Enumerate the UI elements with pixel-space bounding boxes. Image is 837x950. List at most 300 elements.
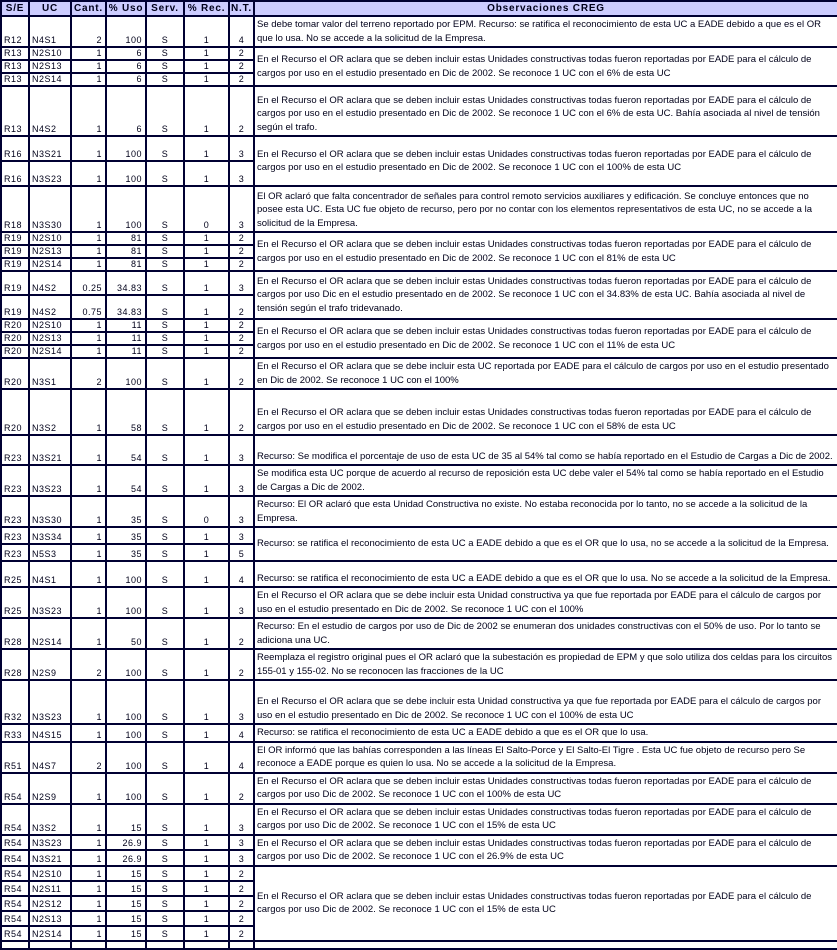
- cell-uc: N3S21: [29, 136, 71, 161]
- cell-rec: 1: [184, 742, 229, 773]
- cell-obs: En el Recurso el OR aclara que se deben incluir estas Unidades constructivas todas fueron reportadas por EADE para el cálculo de cargos por uso en el estudio presentado en Dic de 2002. Se reconoce 1 UC con el 11% de esta UC: [254, 319, 837, 358]
- cell-uso: 15: [106, 911, 146, 926]
- cell-uc: N2S12: [29, 896, 71, 911]
- cell-se: R13: [1, 47, 29, 60]
- cell-uso: 6: [106, 47, 146, 60]
- cell-rec: 1: [184, 618, 229, 649]
- cell-obs: En el Recurso el OR aclara que se deben incluir estas Unidades constructivas todas fueron reportadas por EADE para el cálculo de cargos por uso Dic de 2002. Se reconoce 1 UC con el 15% de esta UC: [254, 866, 837, 941]
- cell-serv: S: [146, 136, 184, 161]
- cell-obs: Recurso: se ratifica el reconocimiento de esta UC a EADE debido a que es el OR que lo usa. No se accede a la solicitud de la Empresa.: [254, 561, 837, 587]
- cell-rec: 1: [184, 16, 229, 47]
- cell-serv: S: [146, 389, 184, 435]
- cell-serv: S: [146, 232, 184, 245]
- table-row: [1, 724, 837, 742]
- cell-se: R54: [1, 866, 29, 881]
- cell-serv: S: [146, 544, 184, 561]
- cell-rec: 1: [184, 804, 229, 835]
- cell-uc: N2S14: [29, 618, 71, 649]
- cell-serv: S: [146, 587, 184, 618]
- cell-serv: S: [146, 881, 184, 896]
- cell-uso: 6: [106, 60, 146, 73]
- cell-rec: 1: [184, 60, 229, 73]
- cell-nt: [229, 941, 254, 949]
- table-row: [1, 527, 837, 544]
- cell-rec: 1: [184, 773, 229, 804]
- cell-uso: 100: [106, 136, 146, 161]
- cell-cant: 1: [71, 896, 106, 911]
- cell-se: R23: [1, 465, 29, 496]
- cell-cant: 1: [71, 496, 106, 527]
- cell-cant: 1: [71, 850, 106, 866]
- cell-uso: 100: [106, 561, 146, 587]
- cell-cant: 1: [71, 389, 106, 435]
- cell-uso: 26.9: [106, 835, 146, 851]
- cell-rec: 1: [184, 271, 229, 295]
- cell-cant: 1: [71, 435, 106, 465]
- cell-cant: 1: [71, 561, 106, 587]
- cell-se: R18: [1, 186, 29, 232]
- table-row: [1, 319, 837, 332]
- cell-uc: N5S3: [29, 544, 71, 561]
- cell-nt: 4: [229, 561, 254, 587]
- cell-obs: El OR aclaró que falta concentrador de señales para control remoto servicios auxiliares y edificación. Se concluye entonces que no posee esta UC. Esta UC fue objeto de recurso, pero por no contar con los elementos representativos de esta UC, no se accede a la solicitud de la Empresa.: [254, 186, 837, 232]
- cell-rec: 1: [184, 47, 229, 60]
- cell-se: R13: [1, 60, 29, 73]
- cell-cant: 1: [71, 47, 106, 60]
- cell-nt: 2: [229, 649, 254, 680]
- table-row: [1, 16, 837, 47]
- cell-uc: N3S2: [29, 804, 71, 835]
- cell-uso: 34.83: [106, 295, 146, 319]
- cell-serv: S: [146, 850, 184, 866]
- cell-nt: 2: [229, 618, 254, 649]
- cell-uc: N3S30: [29, 186, 71, 232]
- cell-cant: 1: [71, 232, 106, 245]
- header-cell-rec: % Rec.: [184, 1, 229, 16]
- cell-obs: Se modifica esta UC porque de acuerdo al recurso de reposición esta UC debe valer el 54% tal como se había reportado en el Estudio de Cargas a Dic de 2002.: [254, 465, 837, 496]
- cell-nt: 3: [229, 186, 254, 232]
- cell-obs: En el Recurso el OR aclara que se deben incluir estas Unidades constructivas todas fueron reportadas por EADE para el cálculo de cargos por uso en el estudio presentado en Dic de 2002. Se reconoce 1 UC con el 100% de esta UC: [254, 136, 837, 186]
- cell-se: R20: [1, 345, 29, 358]
- cell-rec: 1: [184, 389, 229, 435]
- cell-nt: 2: [229, 258, 254, 271]
- cell-serv: S: [146, 60, 184, 73]
- cell-rec: 1: [184, 835, 229, 851]
- cell-se: R23: [1, 544, 29, 561]
- table-body: [1, 16, 837, 949]
- cell-obs: Recurso: se ratifica el reconocimiento de esta UC a EADE debido a que es el OR que lo usa, no se accede a la solicitud de la Empresa.: [254, 527, 837, 561]
- cell-serv: S: [146, 345, 184, 358]
- cell-obs: Recurso: Se modifica el porcentaje de uso de esta UC de 35 al 54% tal como se había reportado en el Estudio de Cargas a Dic de 2002.: [254, 435, 837, 465]
- cell-cant: [71, 941, 106, 949]
- cell-uc: N3S1: [29, 358, 71, 389]
- cell-se: R51: [1, 742, 29, 773]
- cell-rec: 1: [184, 881, 229, 896]
- table-row: [1, 742, 837, 773]
- cell-obs: En el Recurso el OR aclara que se debe incluir esta UC reportada por EADE para el cálculo de cargos por uso en el estudio presentado en Dic de 2002. Se reconoce 1 UC con el 100%: [254, 358, 837, 389]
- cell-uso: 100: [106, 680, 146, 724]
- cell-nt: 2: [229, 926, 254, 941]
- cell-obs: En el Recurso el OR aclara que se debe incluir esta Unidad constructiva ya que fue reportada por EADE para el cálculo de cargos por uso en el estudio presentado en Dic de 2002. Se reconoce 1 UC con el 100% de esta UC: [254, 680, 837, 724]
- cell-uso: 35: [106, 496, 146, 527]
- cell-uc: N2S14: [29, 345, 71, 358]
- header-cell-serv: Serv.: [146, 1, 184, 16]
- cell-uc: N4S2: [29, 86, 71, 136]
- cell-rec: 1: [184, 319, 229, 332]
- cell-nt: 3: [229, 465, 254, 496]
- cell-cant: 1: [71, 186, 106, 232]
- cell-obs: Recurso: El OR aclaró que esta Unidad Constructiva no existe. No estaba reconocida por lo tanto, no se accede a la solicitud de la Empresa.: [254, 496, 837, 527]
- cell-cant: 1: [71, 319, 106, 332]
- table-row: [1, 618, 837, 649]
- cell-serv: S: [146, 866, 184, 881]
- cell-uc: N2S10: [29, 866, 71, 881]
- cell-se: R54: [1, 896, 29, 911]
- cell-se: R23: [1, 496, 29, 527]
- cell-uc: N2S9: [29, 773, 71, 804]
- cell-uc: N2S13: [29, 332, 71, 345]
- cell-rec: [184, 941, 229, 949]
- cell-serv: S: [146, 271, 184, 295]
- cell-rec: 1: [184, 465, 229, 496]
- cell-serv: S: [146, 527, 184, 544]
- header-row: [1, 1, 837, 16]
- cell-rec: 1: [184, 544, 229, 561]
- cell-cant: 1: [71, 161, 106, 186]
- cell-uso: 35: [106, 544, 146, 561]
- cell-nt: 4: [229, 724, 254, 742]
- cell-serv: S: [146, 358, 184, 389]
- cell-se: R19: [1, 258, 29, 271]
- cell-nt: 2: [229, 358, 254, 389]
- cell-nt: 2: [229, 881, 254, 896]
- cell-serv: S: [146, 16, 184, 47]
- cell-obs: Reemplaza el registro original pues el OR aclaró que la subestación es propiedad de EPM y que solo utiliza dos celdas para los circuitos 155-01 y 155-02. No se reconocen las fracciones de la UC: [254, 649, 837, 680]
- cell-se: R25: [1, 587, 29, 618]
- cell-uc: N2S10: [29, 47, 71, 60]
- cell-uc: N3S34: [29, 527, 71, 544]
- cell-se: R16: [1, 161, 29, 186]
- cell-se: R19: [1, 245, 29, 258]
- cell-se: R54: [1, 804, 29, 835]
- cell-cant: 1: [71, 587, 106, 618]
- cell-se: R19: [1, 295, 29, 319]
- cell-cant: 2: [71, 16, 106, 47]
- cell-rec: 1: [184, 724, 229, 742]
- cell-serv: S: [146, 896, 184, 911]
- cell-uso: 15: [106, 804, 146, 835]
- cell-uso: 100: [106, 773, 146, 804]
- cell-serv: S: [146, 618, 184, 649]
- cell-uso: 100: [106, 358, 146, 389]
- cell-cant: 1: [71, 926, 106, 941]
- cell-cant: 1: [71, 773, 106, 804]
- cell-se: R25: [1, 561, 29, 587]
- cell-se: R23: [1, 435, 29, 465]
- table-row: [1, 435, 837, 465]
- cell-rec: 1: [184, 86, 229, 136]
- cell-uso: 54: [106, 435, 146, 465]
- table-row: [1, 47, 837, 60]
- cell-rec: 1: [184, 850, 229, 866]
- cell-rec: 1: [184, 73, 229, 86]
- cell-rec: 1: [184, 161, 229, 186]
- cell-nt: 2: [229, 866, 254, 881]
- cell-nt: 3: [229, 850, 254, 866]
- cell-serv: S: [146, 319, 184, 332]
- cell-serv: S: [146, 465, 184, 496]
- cell-uso: 26.9: [106, 850, 146, 866]
- cell-nt: 2: [229, 389, 254, 435]
- cell-rec: 1: [184, 435, 229, 465]
- cell-nt: 2: [229, 295, 254, 319]
- table-row: [1, 136, 837, 161]
- cell-serv: S: [146, 724, 184, 742]
- cell-uso: 54: [106, 465, 146, 496]
- cell-nt: 3: [229, 136, 254, 161]
- cell-obs: En el Recurso el OR aclara que se deben incluir estas Unidades constructivas todas fueron reportadas por EADE para el cálculo de cargos por uso Dic de 2002. Se reconoce 1 UC con el 15% de esta UC: [254, 804, 837, 835]
- cell-obs: En el Recurso el OR aclara que se debe incluir esta Unidad constructiva ya que fue reportada por EADE para el cálculo de cargos por uso en el estudio presentado en Dic de 2002. Se reconoce 1 UC con el 100%: [254, 587, 837, 618]
- table-row: [1, 232, 837, 245]
- cell-nt: 3: [229, 527, 254, 544]
- cell-uc: N3S23: [29, 161, 71, 186]
- cell-serv: S: [146, 332, 184, 345]
- cell-cant: 1: [71, 804, 106, 835]
- cell-se: R28: [1, 649, 29, 680]
- cell-serv: S: [146, 73, 184, 86]
- cell-nt: 2: [229, 60, 254, 73]
- cell-cant: 1: [71, 680, 106, 724]
- cell-cant: 1: [71, 881, 106, 896]
- cell-uso: 35: [106, 527, 146, 544]
- cell-obs: [254, 941, 837, 949]
- cell-cant: 0.75: [71, 295, 106, 319]
- cell-obs: En el Recurso el OR aclara que se deben incluir estas Unidades constructivas todas fueron reportadas por EADE para el cálculo de cargos por uso Dic en el estudio presentado en de 2002. Se reconoce 1 UC con el 34.83% de esta UC. Bahía asociada al nivel de tensión según el trafo tridevanado.: [254, 271, 837, 319]
- cell-uso: 50: [106, 618, 146, 649]
- cell-uc: N2S11: [29, 881, 71, 896]
- cell-uso: 100: [106, 649, 146, 680]
- cell-se: R23: [1, 527, 29, 544]
- cell-serv: S: [146, 496, 184, 527]
- cell-se: R54: [1, 911, 29, 926]
- cell-uc: N2S10: [29, 319, 71, 332]
- cell-se: R20: [1, 319, 29, 332]
- table-row: [1, 561, 837, 587]
- table-row: [1, 773, 837, 804]
- header-cell-cant: Cant.: [71, 1, 106, 16]
- cell-uso: 100: [106, 742, 146, 773]
- cell-obs: Recurso: En el estudio de cargos por uso de Dic de 2002 se enumeran dos unidades constructivas con el 50% de uso. Por lo tanto se adiciona una UC.: [254, 618, 837, 649]
- cell-obs: En el Recurso el OR aclara que se deben incluir estas Unidades constructivas todas fueron reportadas por EADE para el cálculo de cargos por uso en el estudio presentado en Dic de 2002. Se reconoce 1 UC con el 6% de esta UC. Bahía asociada al nivel de tensión según el trafo.: [254, 86, 837, 136]
- cell-rec: 1: [184, 345, 229, 358]
- table-row: [1, 835, 837, 851]
- cell-nt: 2: [229, 332, 254, 345]
- cell-obs: En el Recurso el OR aclara que se deben incluir estas Unidades constructivas todas fueron reportadas por EADE para el cálculo de cargos por uso en el estudio presentado en Dic de 2002. Se reconoce 1 UC con el 58% de esta UC: [254, 389, 837, 435]
- cell-cant: 0.25: [71, 271, 106, 295]
- cell-serv: S: [146, 258, 184, 271]
- cell-cant: 2: [71, 649, 106, 680]
- cell-uso: 58: [106, 389, 146, 435]
- cell-se: R54: [1, 850, 29, 866]
- cell-rec: 1: [184, 527, 229, 544]
- cell-serv: S: [146, 186, 184, 232]
- table-row: [1, 465, 837, 496]
- cell-uc: N2S14: [29, 258, 71, 271]
- cell-serv: S: [146, 86, 184, 136]
- cell-serv: S: [146, 649, 184, 680]
- cell-nt: 3: [229, 271, 254, 295]
- cell-obs: El OR informó que las bahías corresponden a las líneas El Salto-Porce y El Salto-El Tigre . Esta UC fue objeto de recurso pero Se reconoce a EADE porque es quien lo usa. No se accede a la solicitud de la Empresa.: [254, 742, 837, 773]
- cell-uso: 34.83: [106, 271, 146, 295]
- table-row: [1, 86, 837, 136]
- cell-uc: N4S2: [29, 295, 71, 319]
- cell-uc: N2S13: [29, 60, 71, 73]
- cell-cant: 1: [71, 86, 106, 136]
- cell-nt: 2: [229, 773, 254, 804]
- cell-uso: [106, 941, 146, 949]
- cell-rec: 1: [184, 680, 229, 724]
- cell-cant: 1: [71, 136, 106, 161]
- cell-serv: S: [146, 742, 184, 773]
- cell-uso: 81: [106, 245, 146, 258]
- cell-uc: N2S14: [29, 926, 71, 941]
- cell-serv: S: [146, 911, 184, 926]
- cell-obs: En el Recurso el OR aclara que se deben incluir estas Unidades constructivas todas fueron reportadas por EADE para el cálculo de cargos por uso en el estudio presentado en Dic de 2002. Se reconoce 1 UC con el 6% de esta UC: [254, 47, 837, 86]
- cell-uso: 100: [106, 724, 146, 742]
- cell-se: R20: [1, 332, 29, 345]
- cell-rec: 1: [184, 358, 229, 389]
- cell-serv: [146, 941, 184, 949]
- cell-rec: 1: [184, 136, 229, 161]
- cell-serv: S: [146, 435, 184, 465]
- cell-cant: 1: [71, 911, 106, 926]
- table-row: [1, 389, 837, 435]
- cell-cant: 1: [71, 332, 106, 345]
- cell-obs: En el Recurso el OR aclara que se deben incluir estas Unidades constructivas todas fueron reportadas por EADE para el cálculo de cargos por uso Dic de 2002. Se reconoce 1 UC con el 26.9% de esta UC: [254, 835, 837, 866]
- cell-uc: N4S1: [29, 16, 71, 47]
- cell-cant: 1: [71, 73, 106, 86]
- cell-uso: 11: [106, 332, 146, 345]
- cell-nt: 3: [229, 435, 254, 465]
- table-row: [1, 941, 837, 949]
- cell-se: R54: [1, 835, 29, 851]
- cell-rec: 1: [184, 911, 229, 926]
- cell-rec: 0: [184, 186, 229, 232]
- cell-se: R54: [1, 881, 29, 896]
- cell-serv: S: [146, 561, 184, 587]
- table-row: [1, 271, 837, 295]
- cell-nt: 2: [229, 319, 254, 332]
- cell-cant: 1: [71, 724, 106, 742]
- cell-uso: 81: [106, 232, 146, 245]
- cell-serv: S: [146, 161, 184, 186]
- cell-serv: S: [146, 295, 184, 319]
- cell-serv: S: [146, 835, 184, 851]
- cell-serv: S: [146, 245, 184, 258]
- cell-nt: 2: [229, 911, 254, 926]
- table-row: [1, 866, 837, 881]
- cell-nt: 4: [229, 742, 254, 773]
- cell-obs: En el Recurso el OR aclara que se deben incluir estas Unidades constructivas todas fueron reportadas por EADE para el cálculo de cargos por uso Dic de 2002. Se reconoce 1 UC con el 100% de esta UC: [254, 773, 837, 804]
- cell-serv: S: [146, 926, 184, 941]
- cell-uso: 100: [106, 16, 146, 47]
- cell-uc: N2S14: [29, 73, 71, 86]
- cell-uso: 100: [106, 587, 146, 618]
- header-cell-uso: % Uso: [106, 1, 146, 16]
- cell-se: R13: [1, 73, 29, 86]
- cell-uc: [29, 941, 71, 949]
- table-row: [1, 496, 837, 527]
- cell-nt: 2: [229, 86, 254, 136]
- cell-uc: N3S23: [29, 835, 71, 851]
- table-row: [1, 649, 837, 680]
- cell-rec: 1: [184, 649, 229, 680]
- header-cell-obs: Observaciones CREG: [254, 1, 837, 16]
- cell-se: R16: [1, 136, 29, 161]
- cell-uc: N4S15: [29, 724, 71, 742]
- cell-se: R33: [1, 724, 29, 742]
- cell-nt: 3: [229, 804, 254, 835]
- cell-nt: 3: [229, 496, 254, 527]
- cell-rec: 1: [184, 232, 229, 245]
- table-row: [1, 358, 837, 389]
- cell-serv: S: [146, 47, 184, 60]
- cell-se: R28: [1, 618, 29, 649]
- cell-uc: N2S13: [29, 911, 71, 926]
- cell-rec: 1: [184, 866, 229, 881]
- cell-uc: N3S23: [29, 680, 71, 724]
- cell-rec: 1: [184, 896, 229, 911]
- cell-nt: 4: [229, 16, 254, 47]
- cell-uc: N4S2: [29, 271, 71, 295]
- table-row: [1, 186, 837, 232]
- cell-uso: 15: [106, 926, 146, 941]
- cell-nt: 2: [229, 47, 254, 60]
- cell-uc: N3S30: [29, 496, 71, 527]
- cell-se: R13: [1, 86, 29, 136]
- table-row: [1, 587, 837, 618]
- cell-cant: 2: [71, 358, 106, 389]
- cell-se: R32: [1, 680, 29, 724]
- cell-nt: 3: [229, 835, 254, 851]
- cell-uc: N3S21: [29, 435, 71, 465]
- cell-nt: 3: [229, 680, 254, 724]
- cell-nt: 2: [229, 896, 254, 911]
- cell-rec: 0: [184, 496, 229, 527]
- cell-obs: En el Recurso el OR aclara que se deben incluir estas Unidades constructivas todas fueron reportadas por EADE para el cálculo de cargos por uso en el estudio presentado en Dic de 2002. Se reconoce 1 UC con el 81% de esta UC: [254, 232, 837, 271]
- cell-uso: 11: [106, 345, 146, 358]
- cell-uso: 15: [106, 866, 146, 881]
- header-cell-uc: UC: [29, 1, 71, 16]
- header-cell-se: S/E: [1, 1, 29, 16]
- table-row: [1, 804, 837, 835]
- cell-nt: 3: [229, 161, 254, 186]
- cell-serv: S: [146, 680, 184, 724]
- cell-uc: N3S21: [29, 850, 71, 866]
- cell-uc: N2S13: [29, 245, 71, 258]
- cell-cant: 2: [71, 742, 106, 773]
- cell-uc: N3S23: [29, 465, 71, 496]
- cell-uc: N3S23: [29, 587, 71, 618]
- cell-cant: 1: [71, 60, 106, 73]
- cell-cant: 1: [71, 835, 106, 851]
- cell-uso: 100: [106, 186, 146, 232]
- cell-serv: S: [146, 804, 184, 835]
- cell-rec: 1: [184, 926, 229, 941]
- cell-rec: 1: [184, 295, 229, 319]
- cell-cant: 1: [71, 618, 106, 649]
- cell-cant: 1: [71, 544, 106, 561]
